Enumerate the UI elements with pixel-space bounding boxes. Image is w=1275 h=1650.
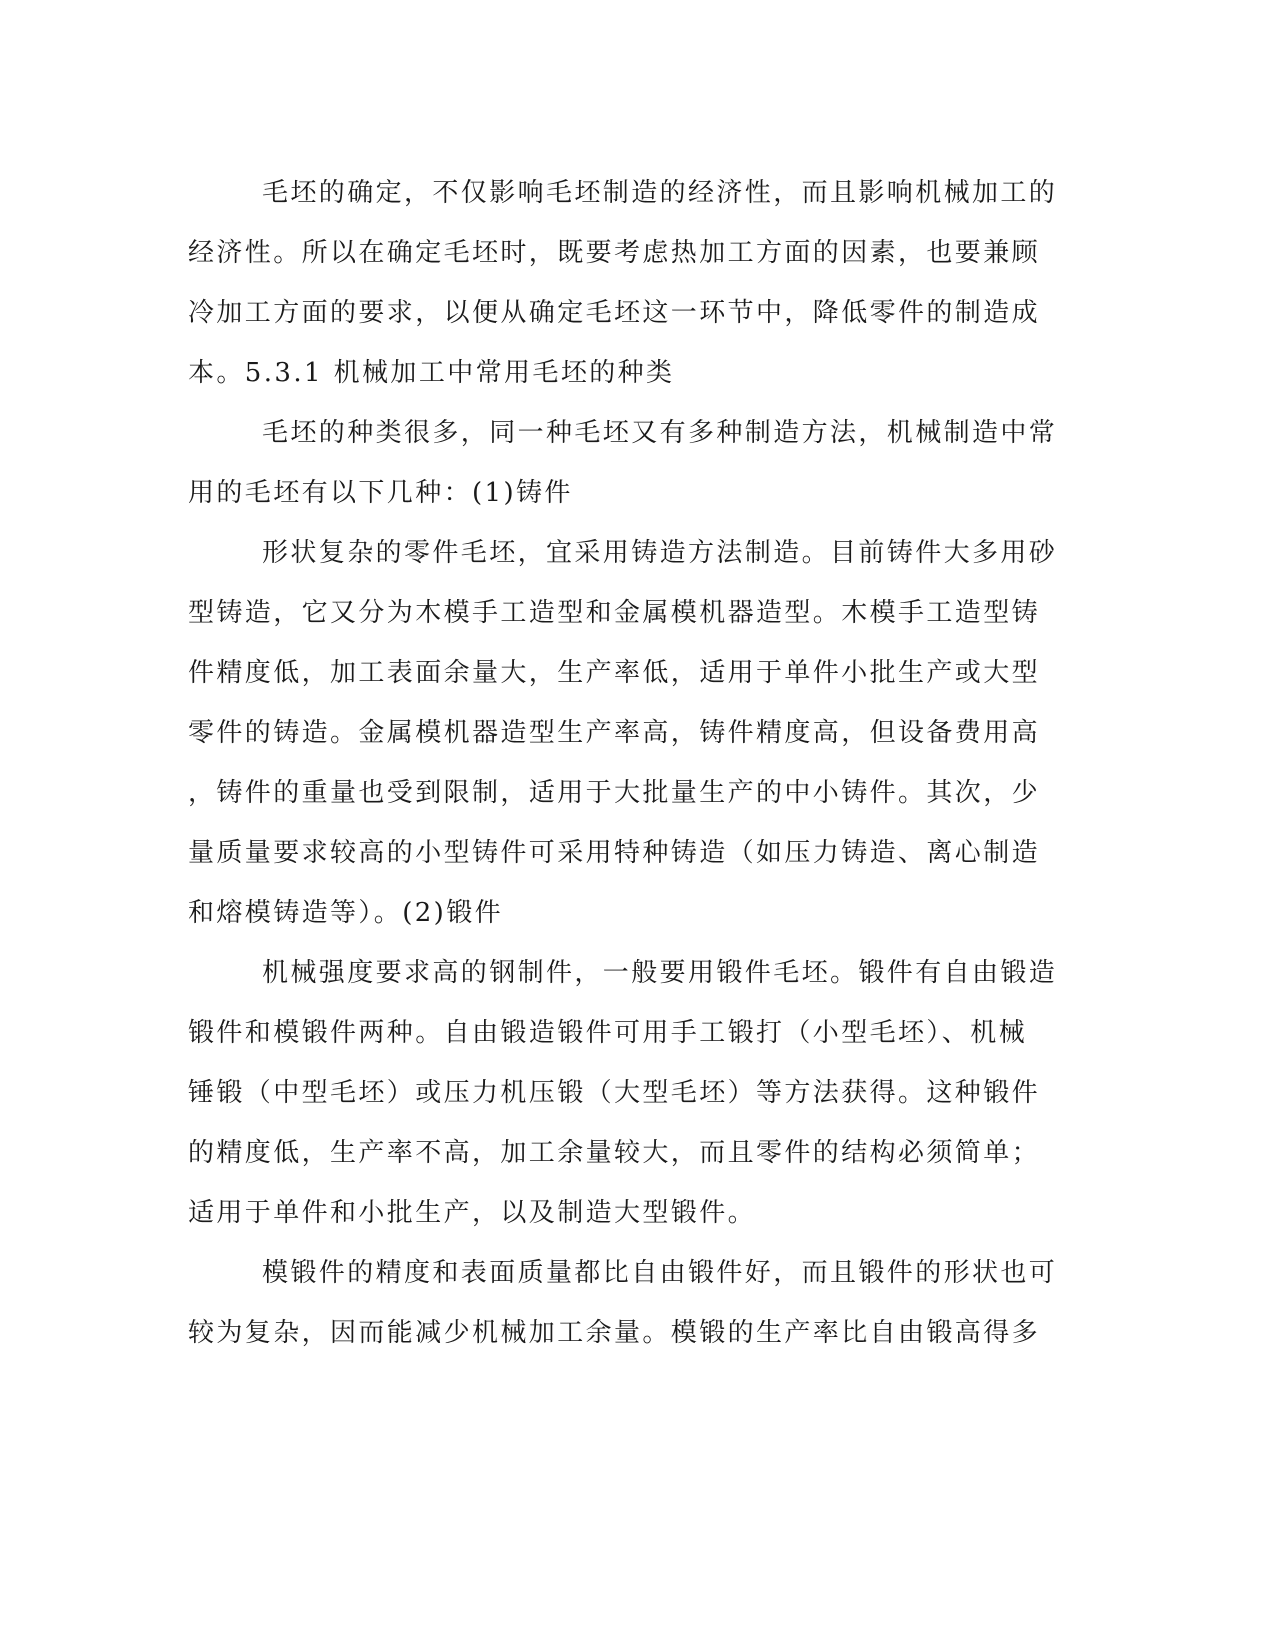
- text-line: 型铸造，它又分为木模手工造型和金属模机器造型。木模手工造型铸: [188, 598, 1041, 628]
- body-text: [188, 163, 1073, 1363]
- text-line: 件精度低，加工表面余量大，生产率低，适用于单件小批生产或大型: [188, 658, 1041, 688]
- text-line: 较为复杂，因而能减少机械加工余量。模锻的生产率比自由锻高得多: [188, 1318, 1041, 1348]
- text-line: 零件的铸造。金属模机器造型生产率高，铸件精度高，但设备费用高: [188, 718, 1041, 748]
- text-line: 本。5.3.1 机械加工中常用毛坯的种类: [188, 358, 675, 388]
- text-line: 毛坯的确定，不仅影响毛坯制造的经济性，而且影响机械加工的: [262, 178, 1058, 208]
- text-line: 冷加工方面的要求，以便从确定毛坯这一环节中，降低零件的制造成: [188, 298, 1041, 328]
- text-line: 锻件和模锻件两种。自由锻造锻件可用手工锻打（小型毛坯）、机械: [188, 1018, 1028, 1048]
- text-line: 量质量要求较高的小型铸件可采用特种铸造（如压力铸造、离心制造: [188, 838, 1041, 868]
- text-line: 机械强度要求高的钢制件，一般要用锻件毛坯。锻件有自由锻造: [262, 958, 1058, 988]
- text-line: 锤锻（中型毛坯）或压力机压锻（大型毛坯）等方法获得。这种锻件: [188, 1078, 1041, 1108]
- text-line: 模锻件的精度和表面质量都比自由锻件好，而且锻件的形状也可: [262, 1258, 1058, 1288]
- text-line: 用的毛坯有以下几种：(1)铸件: [188, 478, 573, 508]
- text-line: 形状复杂的零件毛坯，宜采用铸造方法制造。目前铸件大多用砂: [262, 538, 1058, 568]
- text-line: 适用于单件和小批生产，以及制造大型锻件。: [188, 1198, 757, 1228]
- text-line: 的精度低，生产率不高，加工余量较大，而且零件的结构必须简单；: [188, 1138, 1041, 1168]
- text-line: 毛坯的种类很多，同一种毛坯又有多种制造方法，机械制造中常: [262, 418, 1058, 448]
- text-line: 和熔模铸造等）。(2)锻件: [188, 898, 504, 928]
- text-line: 经济性。所以在确定毛坯时，既要考虑热加工方面的因素，也要兼顾: [188, 238, 1041, 268]
- text-line: ，铸件的重量也受到限制，适用于大批量生产的中小铸件。其次，少: [188, 778, 1041, 808]
